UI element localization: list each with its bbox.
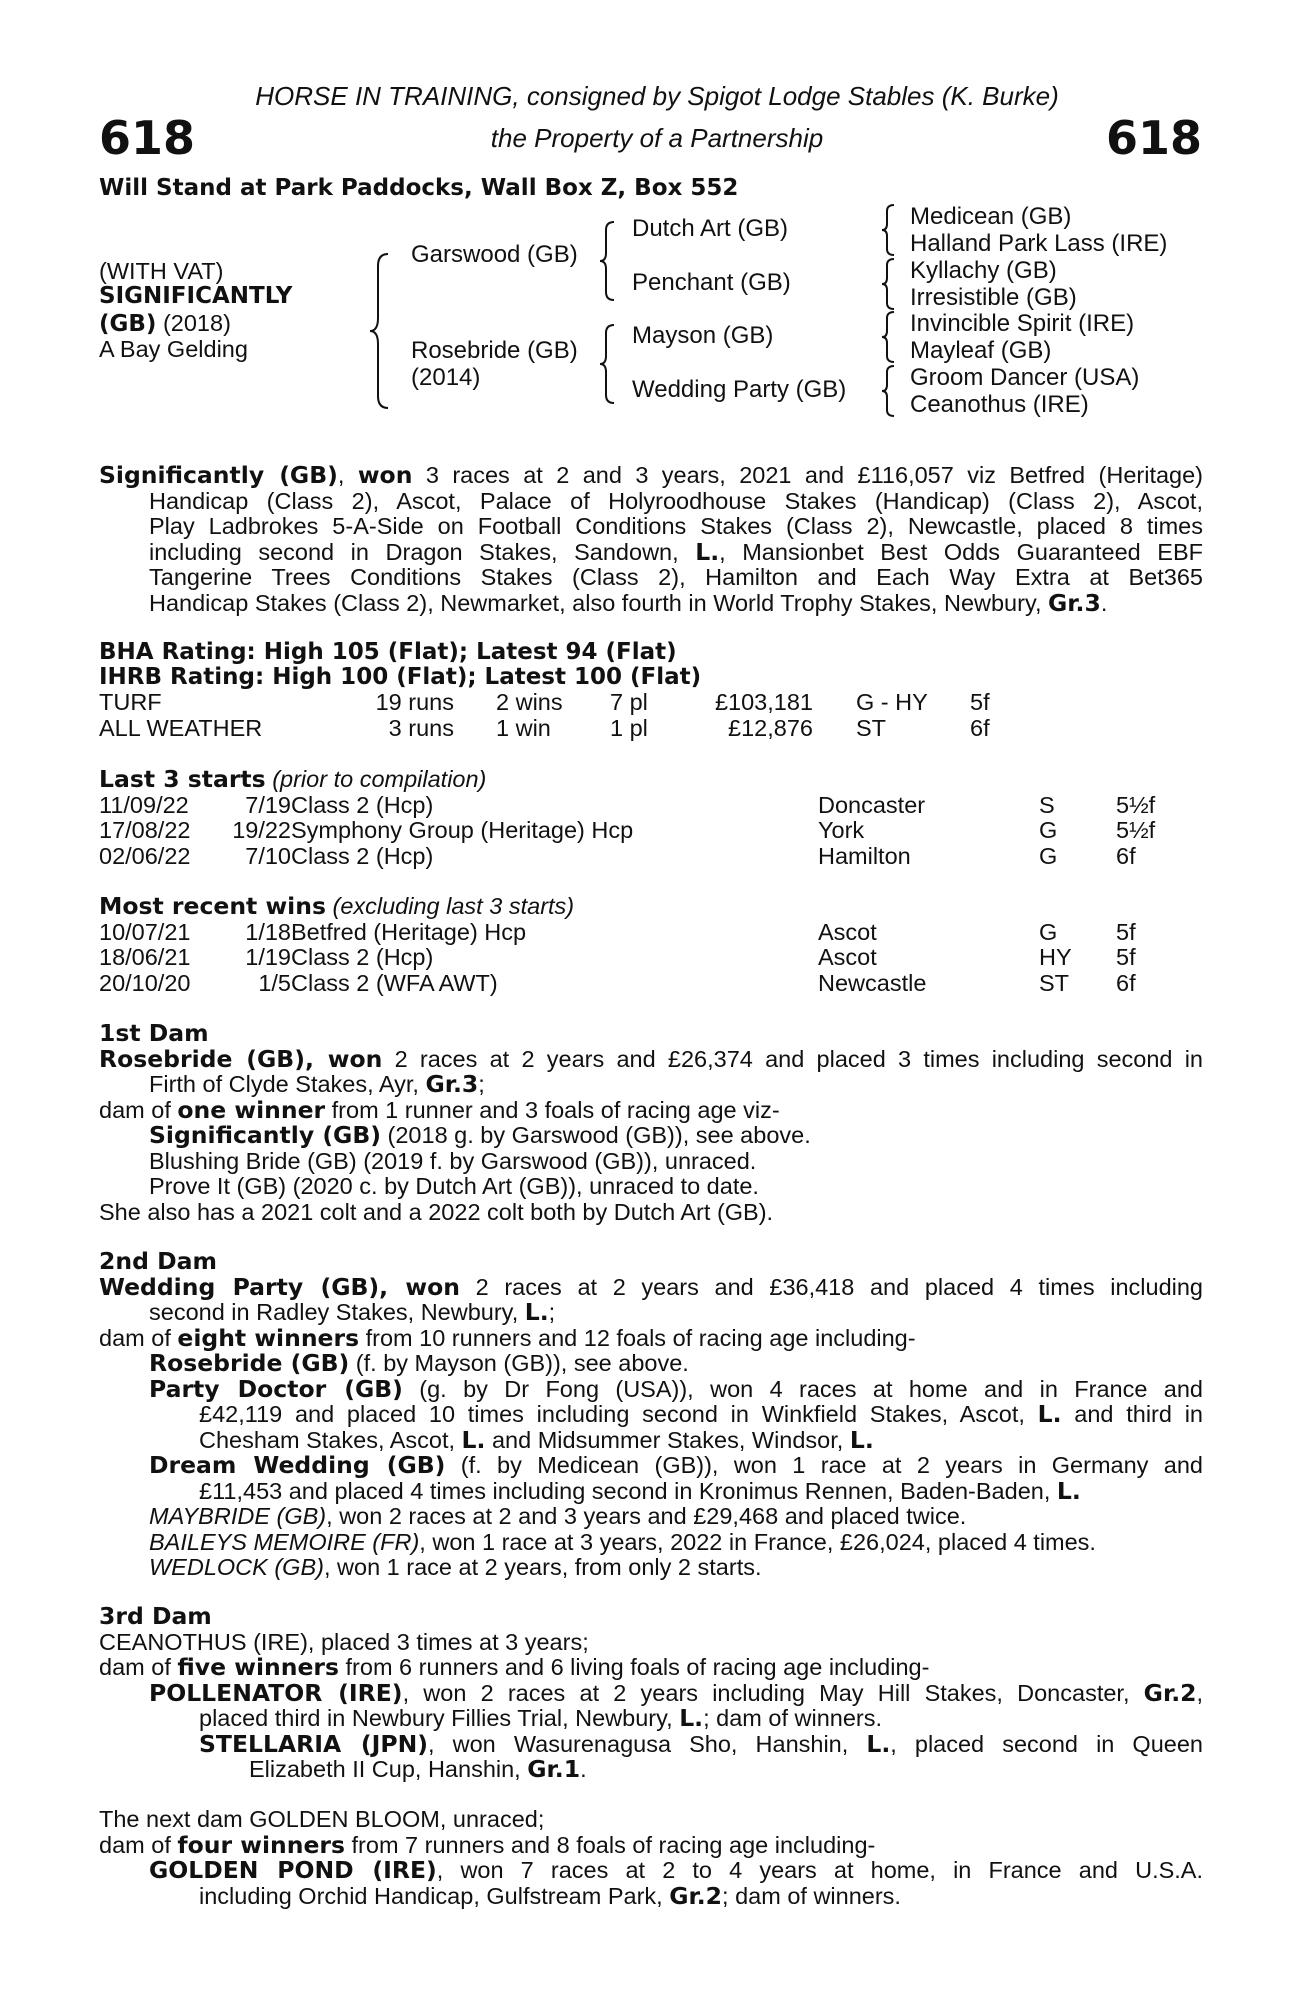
gen3-4: Irresistible (GB)	[910, 284, 1077, 311]
win-row-2: 18/06/21 1/19 Class 2 (Hcp) Ascot HY 5f	[99, 944, 1136, 970]
stand-location: Will Stand at Park Paddocks, Wall Box Z, Box 552	[99, 175, 739, 201]
vat-note: (WITH VAT)	[99, 258, 224, 284]
horse-description: A Bay Gelding	[99, 336, 248, 362]
horse-origin	[99, 311, 231, 338]
ihrb-rating: IHRB Rating: High 100 (Flat); Latest 100 (Flat)	[99, 664, 702, 690]
property-line: the Property of a Partnership	[490, 123, 824, 153]
gen3-brace-4	[880, 364, 898, 418]
dam-year: (2014)	[411, 364, 481, 391]
second-dam-heading: 2nd Dam	[99, 1247, 217, 1275]
start-row-3: 02/06/22 7/10 Class 2 (Hcp) Hamilton G 6f	[99, 842, 1136, 869]
gen3-brace-2	[880, 257, 898, 311]
gen2-sire-sire: Dutch Art (GB)	[632, 215, 789, 242]
sire-name: Garswood (GB)	[411, 241, 578, 268]
career-row-aw: ALL WEATHER 3 runs 1 win 1 pl £12,876 ST 6f	[99, 714, 990, 741]
recent-wins: Most recent wins (excluding last 3 starts) 10/07/21 1/18 Betfred (Heritage) Hcp Ascot G 5f 18/06/21 1/19 Class 2 (Hcp) Ascot HY 5f 20/10/20 1/5 Class 2 (WFA AWT) Newcastle ST 6f	[99, 894, 1203, 996]
last-3-title: Last 3 starts	[99, 765, 266, 793]
gen3-6: Mayleaf (GB)	[910, 337, 1052, 364]
second-dam-section: 2nd Dam Wedding Party (GB), won 2 races at 2 years and £36,418 and placed 4 times including second in Radley Stakes, Newbury, L.; dam of eight winners from 10 runners and 12 foals of racing age including- Rosebride (GB) (f. by Mayson (GB)), see above. Party Doctor (GB) (g. by Dr Fong (USA)), won 4 races at home and in France and £42,119 and placed 10 times including second in Winkfield Stakes, Ascot, L. and third in Chesham Stakes, Ascot, L. and Midsummer Stakes, Windsor, L. Dream Wedding (GB) (f. by Medicean (GB)), won 1 race at 2 years in Germany and £11,453 and placed 4 times including second in Kronimus Rennen, Baden-Baden, L. MAYBRIDE (GB), won 2 races at 2 and 3 years and £29,468 and placed twice. BAILEYS MEMOIRE (FR), won 1 race at 3 years, 2022 in France, £26,024, placed 4 times. WEDLOCK (GB), won 1 race at 2 years, from only 2 starts.	[99, 1247, 1203, 1580]
gen3-1: Medicean (GB)	[910, 203, 1072, 230]
gen3-3: Kyllachy (GB)	[910, 257, 1057, 284]
dam-name: Rosebride (GB)	[411, 337, 578, 364]
sire-dam-brace	[368, 252, 392, 410]
lot-number-left: 618	[99, 111, 196, 165]
career-row-turf: TURF 19 runs 2 wins 7 pl £103,181 G - HY 5f	[99, 689, 990, 715]
next-dam-section: The next dam GOLDEN BLOOM, unraced; dam of four winners from 7 runners and 8 foals of racing age including- GOLDEN POND (IRE), won 7 races at 2 to 4 years at home, in France and U.S.A. including Orchid Handicap, Gulfstream Park, Gr.2; dam of winners.	[99, 1806, 1204, 1910]
sire-brace	[598, 220, 618, 302]
horse-name: SIGNIFICANTLY	[99, 283, 293, 309]
second-dam-name: Wedding Party (GB), won	[99, 1272, 460, 1301]
horse-country: (GB)	[99, 311, 157, 337]
third-dam-heading: 3rd Dam	[99, 1602, 212, 1630]
gen3-8: Ceanothus (IRE)	[910, 391, 1089, 418]
start-row-1: 11/09/22 7/19 Class 2 (Hcp) Doncaster S 5½f	[99, 791, 1156, 818]
last-3-starts: Last 3 starts (prior to compilation) 11/09/22 7/19 Class 2 (Hcp) Doncaster S 5½f 17/08/22 19/22 Symphony Group (Heritage) Hcp York G 5½f 02/06/22 7/10 Class 2 (Hcp) Hamilton G 6f	[99, 767, 1203, 869]
horse-year: (2018)	[156, 310, 231, 336]
consignor-line: HORSE IN TRAINING, consigned by Spigot Lodge Stables (K. Burke)	[255, 81, 1059, 111]
recent-wins-title: Most recent wins	[99, 892, 326, 920]
gen2-dam-sire: Mayson (GB)	[632, 322, 774, 349]
gen3-brace-3	[880, 310, 898, 364]
gen3-7: Groom Dancer (USA)	[910, 364, 1140, 391]
lot-number-right: 618	[1105, 111, 1202, 165]
third-dam-section: 3rd Dam CEANOTHUS (IRE), placed 3 times at 3 years; dam of five winners from 6 runners and 6 living foals of racing age including- POLLENATOR (IRE), won 2 races at 2 years including May Hill Stakes, Doncaster, Gr.2, placed third in Newbury Fillies Trial, Newbury, L.; dam of winners. STELLARIA (JPN), won Wasurenagusa Sho, Hanshin, L., placed second in Queen Elizabeth II Cup, Hanshin, Gr.1.	[99, 1602, 1204, 1783]
summary-horse-name: Significantly (GB)	[99, 461, 338, 489]
race-summary: Significantly (GB), won 3 races at 2 and 3 years, 2021 and £116,057 viz Betfred (Heritage) Handicap (Class 2), Ascot, Palace of Holyroodhouse Stakes (Handicap) (Class 2), Ascot, Play Ladbrokes 5-A-Side on Football Conditions Stakes (Class 2), Newcastle, placed 8 times including second in Dragon Stakes, Sandown, L., Mansionbet Best Odds Guaranteed EBF Tangerine Trees Conditions Stakes (Class 2), Hamilton and Each Way Extra at Bet365 Handicap Stakes (Class 2), Newmarket, also fourth in World Trophy Stakes, Newbury, Gr.3.	[99, 461, 1204, 617]
first-dam-name: Rosebride (GB), won	[99, 1044, 383, 1073]
win-row-1: 10/07/21 1/18 Betfred (Heritage) Hcp Ascot G 5f	[99, 918, 1136, 945]
gen2-dam-dam: Wedding Party (GB)	[632, 376, 847, 403]
gen3-5: Invincible Spirit (IRE)	[910, 310, 1135, 337]
dam-brace	[598, 323, 618, 405]
gen2-sire-dam: Penchant (GB)	[632, 269, 791, 296]
bha-rating: BHA Rating: High 105 (Flat); Latest 94 (Flat)	[99, 639, 677, 665]
first-dam-heading: 1st Dam	[99, 1019, 209, 1047]
career-table	[99, 690, 1203, 741]
gen3-brace-1	[880, 203, 898, 257]
gen3-2: Halland Park Lass (IRE)	[910, 230, 1168, 257]
win-row-3: 20/10/20 1/5 Class 2 (WFA AWT) Newcastle ST 6f	[99, 969, 1136, 996]
start-row-2: 17/08/22 19/22 Symphony Group (Heritage) Hcp York G 5½f	[99, 817, 1156, 843]
first-dam-section: 1st Dam Rosebride (GB), won 2 races at 2 years and £26,374 and placed 3 times including second in Firth of Clyde Stakes, Ayr, Gr.3; dam of one winner from 1 runner and 3 foals of racing age viz- Significantly (GB) (2018 g. by Garswood (GB)), see above. Blushing Bride (GB) (2019 f. by Garswood (GB)), unraced. Prove It (GB) (2020 c. by Dutch Art (GB)), unraced to date. She also has a 2021 colt and a 2022 colt both by Dutch Art (GB).	[99, 1019, 1204, 1225]
